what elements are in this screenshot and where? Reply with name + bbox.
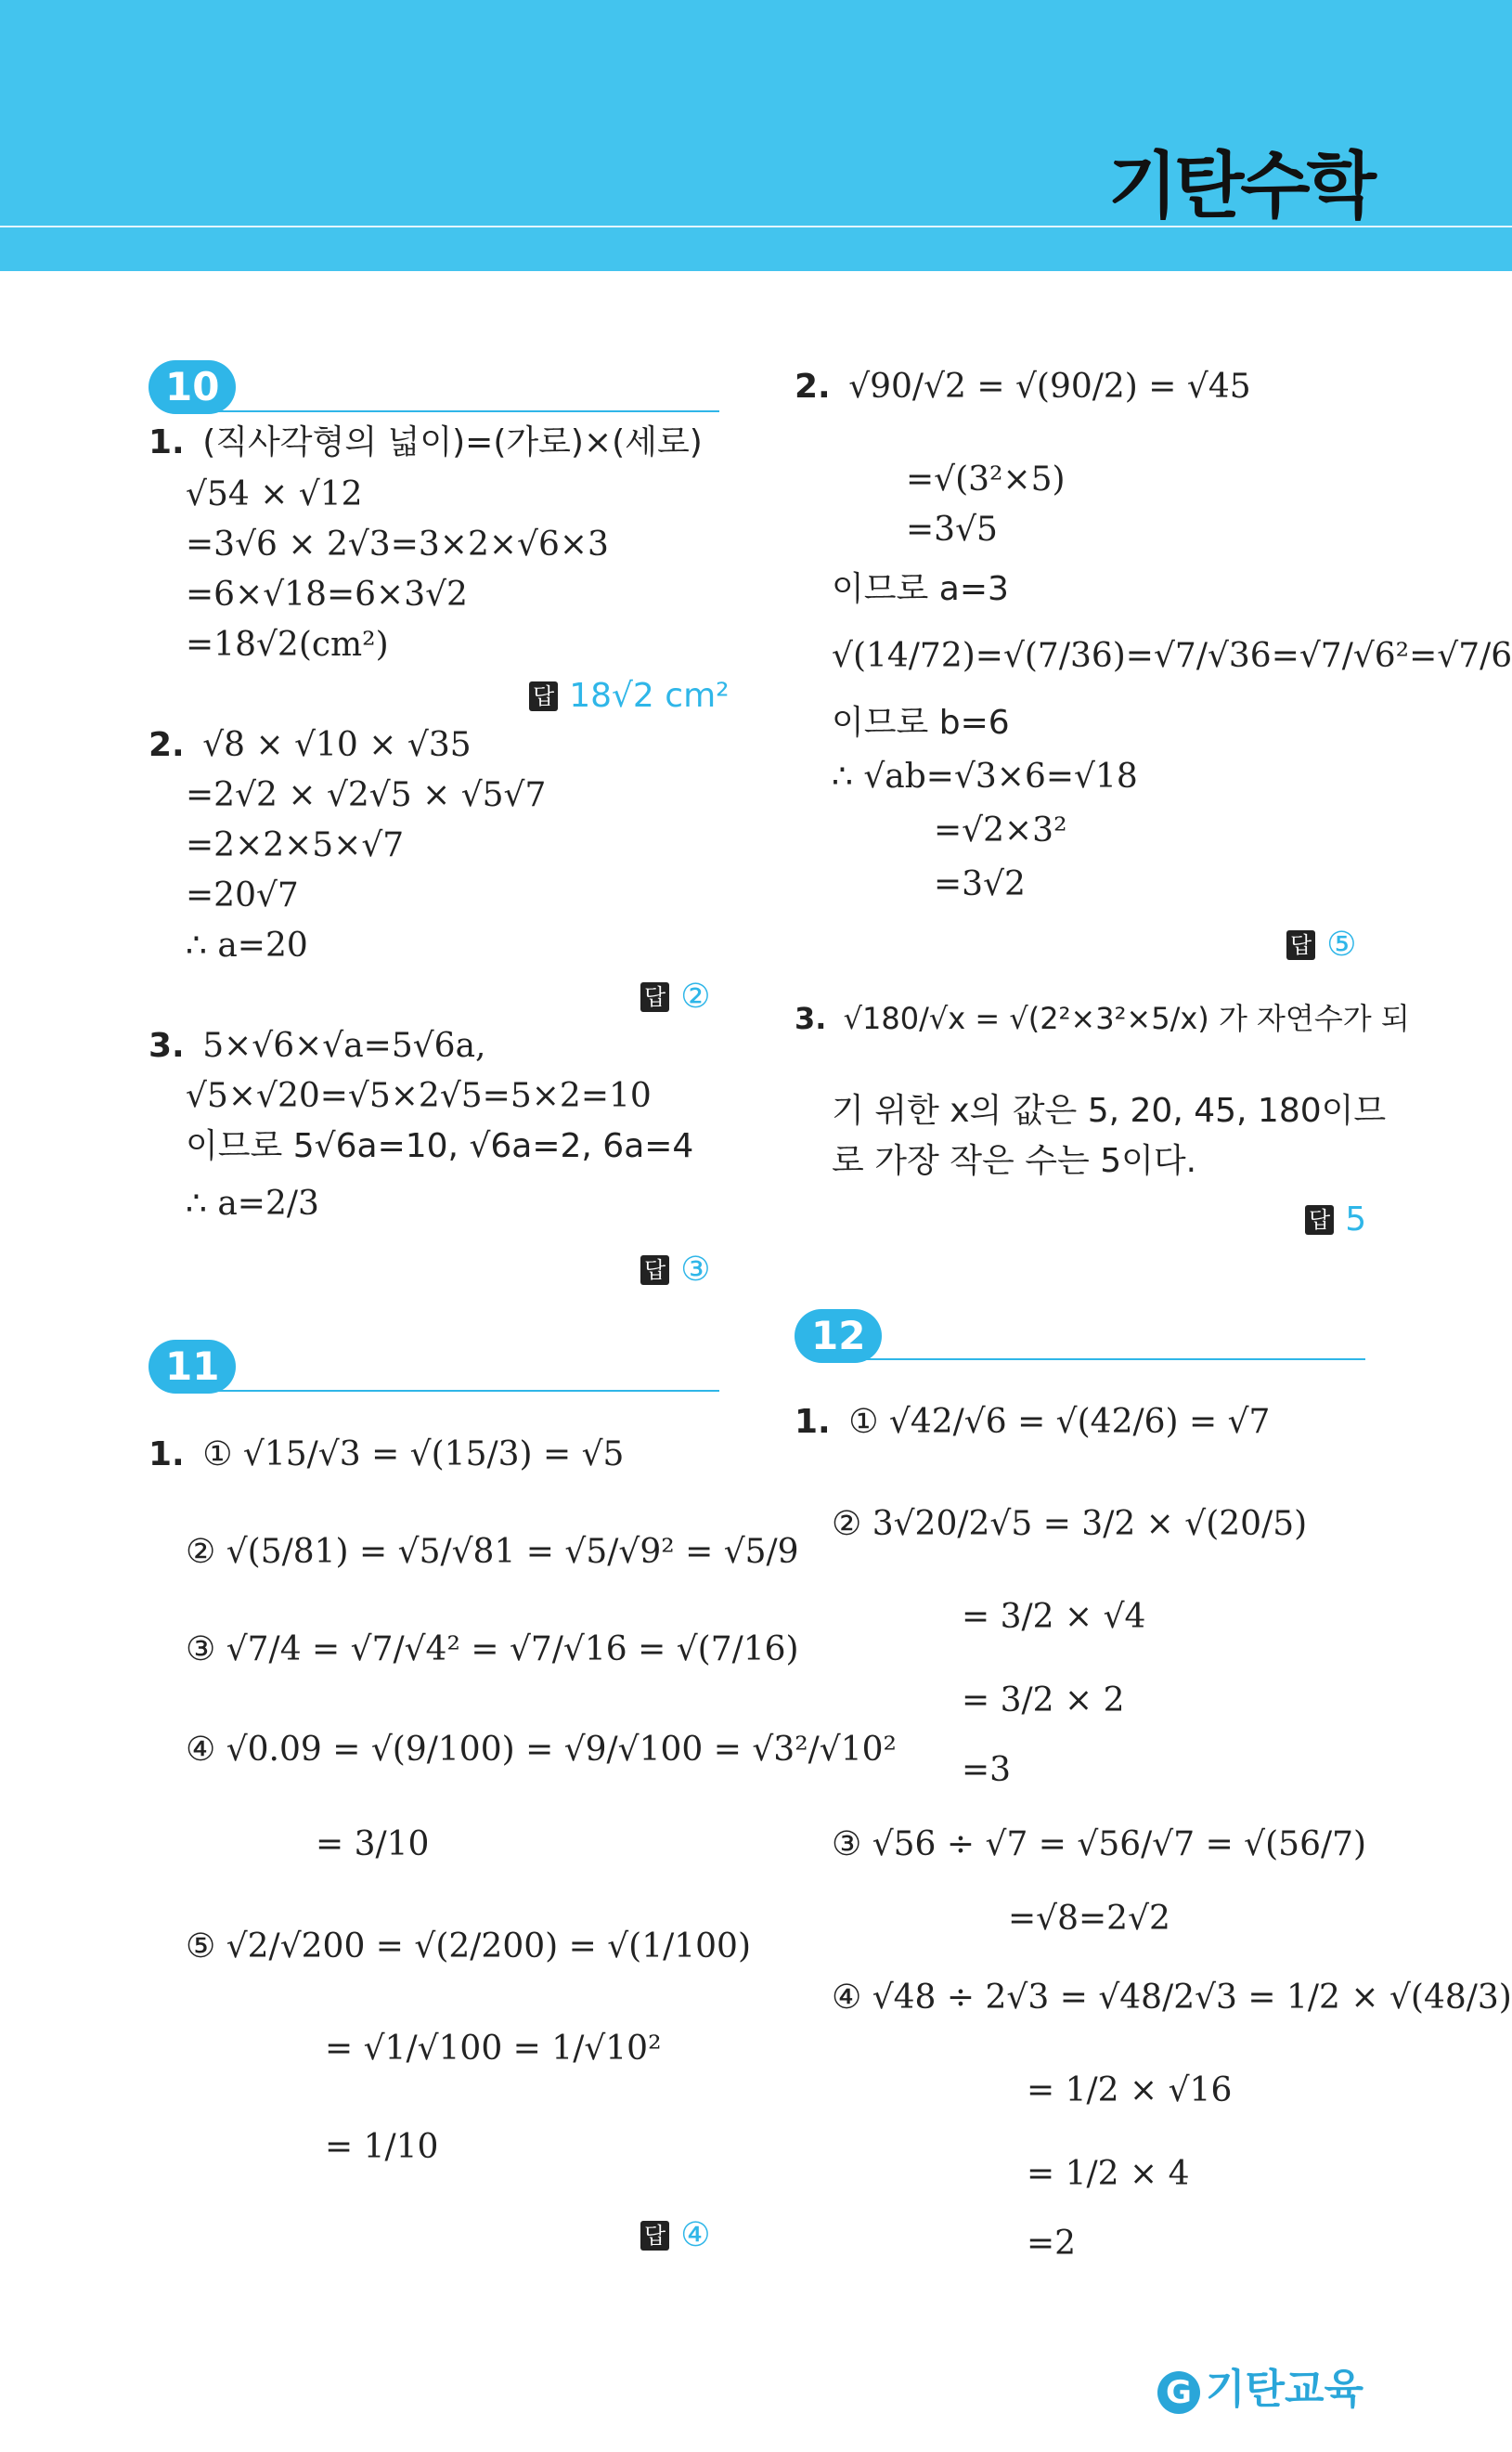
equation-line: ① √42/√6 = √(42/6) = √7 — [848, 1403, 1271, 1441]
section-badge: 11 — [149, 1340, 236, 1394]
section-rule — [846, 1358, 1365, 1360]
section-badge: 10 — [149, 360, 236, 414]
equation-line: =2 — [1027, 2225, 1077, 2263]
section-12-header — [795, 1309, 882, 1363]
answer-2-right: 답 ⑤ — [1286, 919, 1356, 970]
equation-line: √54 × √12 — [186, 475, 363, 513]
equation-line: ④ √48 ÷ 2√3 = √48/2√3 = 1/2 × √(48/3) — [832, 1978, 1512, 2017]
answer-2: 답 ② — [640, 971, 710, 1022]
equation-line: ⑤ √2/√200 = √(2/200) = √(1/100) — [186, 1927, 751, 1965]
section-rule — [200, 410, 719, 412]
equation-line: =3 — [962, 1751, 1012, 1789]
equation-line: √180/√x = √(2²×3²×5/x) 가 자연수가 되 — [843, 1001, 1410, 1036]
equation-line: = 3/2 × √4 — [962, 1598, 1146, 1636]
equation-line: =18√2(cm²) — [186, 626, 389, 664]
question-1 — [149, 418, 703, 468]
equation-line: ② 3√20/2√5 = 3/2 × √(20/5) — [832, 1505, 1308, 1543]
equation-line: 로 가장 작은 수는 5이다. — [832, 1142, 1197, 1180]
question-number: 2. — [149, 726, 185, 764]
question-number: 3. — [149, 1027, 185, 1065]
brand-title: 기탄수학 — [1107, 145, 1373, 228]
answer-1: 답 ④ — [640, 2210, 710, 2261]
equation-line: √90/√2 = √(90/2) = √45 — [848, 368, 1251, 406]
equation-line: 이므로 b=6 — [832, 704, 1010, 742]
section-10-header — [149, 360, 236, 414]
equation-line: = 1/10 — [325, 2128, 439, 2166]
equation-line: =3√6 × 2√3=3×2×√6×3 — [186, 525, 609, 564]
question-2 — [149, 720, 472, 771]
section-11-header — [149, 1340, 236, 1394]
logo-mark-icon: G — [1157, 2371, 1200, 2414]
equation-line: =3√5 — [906, 511, 998, 549]
question-3 — [149, 1021, 485, 1071]
equation-line: = √1/√100 = 1/√10² — [325, 2030, 662, 2068]
question-number: 1. — [149, 423, 185, 461]
equation-line: =3√2 — [934, 865, 1026, 903]
question-number: 1. — [795, 1403, 831, 1441]
equation-line: =√(3²×5) — [906, 461, 1066, 499]
section-rule — [200, 1390, 719, 1392]
equation-line: = 1/2 × 4 — [1027, 2155, 1190, 2193]
equation-line: (직사각형의 넓이)=(가로)×(세로) — [202, 423, 703, 461]
equation-line: = 3/2 × 2 — [962, 1681, 1125, 1719]
equation-line: ① √15/√3 = √(15/3) = √5 — [202, 1435, 625, 1473]
equation-line: = 3/10 — [316, 1825, 430, 1863]
equation-line: =6×√18=6×3√2 — [186, 576, 468, 614]
equation-line: = 1/2 × √16 — [1027, 2071, 1233, 2109]
question-1 — [149, 1430, 624, 1480]
equation-line: 5×√6×√a=5√6a, — [202, 1027, 486, 1065]
equation-line: =2×2×5×√7 — [186, 826, 405, 864]
equation-line: ③ √7/4 = √7/√4² = √7/√16 = √(7/16) — [186, 1630, 799, 1668]
answer-3-right: 답 5 — [1305, 1194, 1366, 1245]
equation-line: ④ √0.09 = √(9/100) = √9/√100 = √3²/√10² — [186, 1731, 897, 1769]
equation-line: ② √(5/81) = √5/√81 = √5/√9² = √5/9 — [186, 1533, 799, 1571]
equation-line: =2√2 × √2√5 × √5√7 — [186, 776, 547, 814]
equation-line: ③ √56 ÷ √7 = √56/√7 = √(56/7) — [832, 1825, 1367, 1863]
question-number: 3. — [795, 1001, 827, 1036]
equation-line: ∴ √ab=√3×6=√18 — [832, 758, 1138, 796]
equation-line: 기 위한 x의 값은 5, 20, 45, 180이므 — [832, 1092, 1387, 1130]
equation-line: =√2×3² — [934, 811, 1067, 850]
equation-line: 이므로 a=3 — [832, 570, 1009, 608]
equation-line: 이므로 5√6a=10, √6a=2, 6a=4 — [186, 1127, 694, 1165]
question-number: 2. — [795, 368, 831, 406]
equation-line: √5×√20=√5×2√5=5×2=10 — [186, 1077, 652, 1115]
publisher-logo: G 기탄교육 — [1157, 2355, 1363, 2415]
equation-line: ∴ a=20 — [186, 927, 308, 965]
equation-line: √(14/72)=√(7/36)=√7/√36=√7/√6²=√7/6 — [832, 637, 1512, 675]
answer-3: 답 ③ — [640, 1244, 710, 1295]
question-2-right — [795, 362, 1251, 412]
section-badge: 12 — [795, 1309, 882, 1363]
equation-line: √8 × √10 × √35 — [202, 726, 472, 764]
question-3-right — [795, 993, 1410, 1044]
equation-line: =√8=2√2 — [1008, 1900, 1170, 1938]
equation-line: ∴ a=2/3 — [186, 1185, 319, 1223]
answer-1: 답 18√2 cm² — [529, 670, 730, 721]
equation-line: =20√7 — [186, 876, 299, 915]
question-1 — [795, 1397, 1270, 1447]
question-number: 1. — [149, 1435, 185, 1473]
